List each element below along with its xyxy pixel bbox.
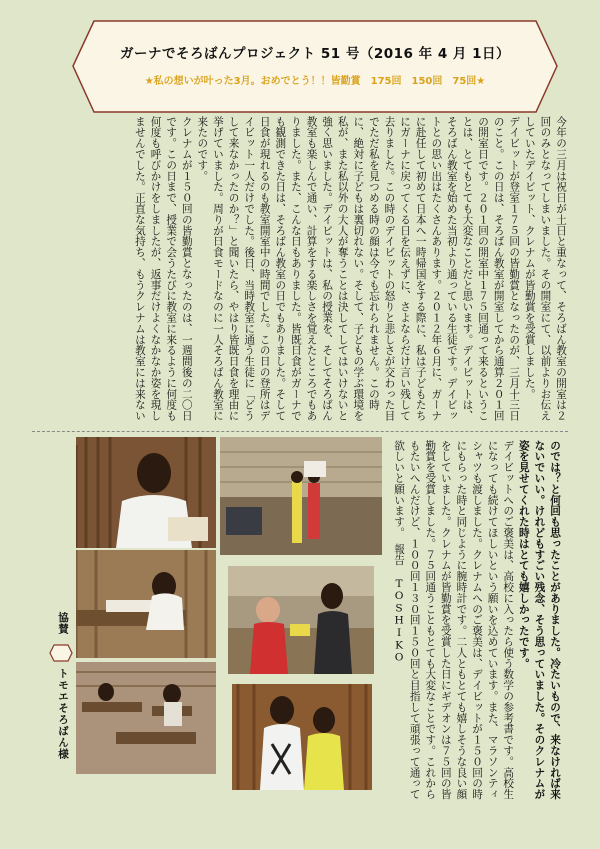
photo-two-students xyxy=(232,684,372,790)
header-banner xyxy=(72,20,558,113)
photo-classroom-board xyxy=(220,437,382,555)
photo-classroom-desks-image xyxy=(76,662,216,774)
photo-two-students-image xyxy=(232,684,372,790)
photo-award-ceremony-image xyxy=(228,566,374,674)
photo-student-writing xyxy=(76,550,216,658)
section-divider xyxy=(32,431,568,432)
photo-classroom-board-image xyxy=(220,437,382,555)
photo-award-ceremony xyxy=(228,566,374,674)
sponsor-badge xyxy=(49,644,73,662)
sponsor-label: 協賛 xyxy=(57,612,69,635)
article-lower-text xyxy=(392,440,562,800)
header-frame xyxy=(72,20,558,113)
photo-student-writing-image xyxy=(76,550,216,658)
page-title: ガーナでそろばんプロジェクト 51 号（2016 年 4 月 1日） xyxy=(119,46,511,62)
photo-classroom-desks xyxy=(76,662,216,774)
article-upper-text: 今年の三月は祝日が土日と重なって、そろばん教室の開室は２回のみとなってしまいました。その開室にて、以前よりお伝えしていたデイビット、クレナムが皆勤賞を受賞しました。 デイビットが登室１７５回の皆勤賞となったのが、三月十三日のこと。この日は、そろばん教室が開室してから通算２０１回の開室日です。２０１回の開室中１７５回通って来るということは、とてもとても大変なことだと思います。デイビットは、そろばん教室を始めた当初より通っている生徒です。デイビットとの思い出はたくさんあります。２０１２年６月に、ガーナに赴任して初めて日本へ一時帰国をする際に、私は子どもたちにガーナに戻ってくる日を伝えずに、さよならだけ言い残して去りました。この時のデイビットの怒りと悲しさが交わった目でただ私を見つめる時の顔は今でも忘れられません。この時に、絶対に子どもは裏切れない。そして、子どもの学ぶ環境を私が、また私以外の大人が奪うことは決してしてはいけないと強く思いました。デイビットは、私の授業を、そしてそろばん教室も楽しんで通い、計算をする楽しさを覚えたところでもありました。また、こんな日もありました。皆既日食がガーナでも観測できた日は、そろばん教室の日でもありました。そして日食が現れるのも教室開室中の時間でした。この日の登所はデイビット一人だけでした。後日、当時教室に通う生徒に「どうして来なかったのか？」と聞いたら、やはり皆既日食を理由に挙げていました。周りが日食モードなのに一人そろばん教室に来たのです。 クレナムが１５０回の皆勤賞となったのは、一週間後の二〇日です。この日まで、授業で会うたびに教室に来るように何度も何度も呼びかけをしましたが、返事だけよくなかなか姿を現しませんでした。正直な気持ち、もうクレナムは教室には来ない xyxy=(133,116,567,422)
article-lower-lead: のでは？と何回も思ったことがありました。冷たいもので、来なければ来ないでいい。けれどもすごい残念、そう思っていました。そのクレナムが姿を見せてくれた時はとても嬉しかったです。 xyxy=(517,440,561,800)
photo-student-studying xyxy=(76,437,216,548)
sponsor-name: トモエそろばん様 xyxy=(57,668,69,760)
photo-student-studying-image xyxy=(76,437,216,548)
page-subtitle: ★私の想いが叶った3月。おめでとう！！皆勤賞 175回 150回 75回★ xyxy=(144,76,486,87)
article-lower-body: デイビットへのご褒美は、高校に入ったら使う数学の参考書です。高校生になっても続けてほしいという願いを込めています。また、マラソンティシャツも渡しました。クレナムへのご褒美は、デイビットが１５０回の時にもらった時と同じように腕時計です。二人ともとても嬉しそうな良い顔をしていました。クレナムが皆勤賞を受賞した日にギデオンは７５回の皆勤賞を受賞しました。７５回通うこともとても大変なことです。これからもたいへんだけど、１００回１３０回１５０回と目指して頑張って通って欲しいと願います。 報告 TOSHIKO xyxy=(393,440,515,800)
